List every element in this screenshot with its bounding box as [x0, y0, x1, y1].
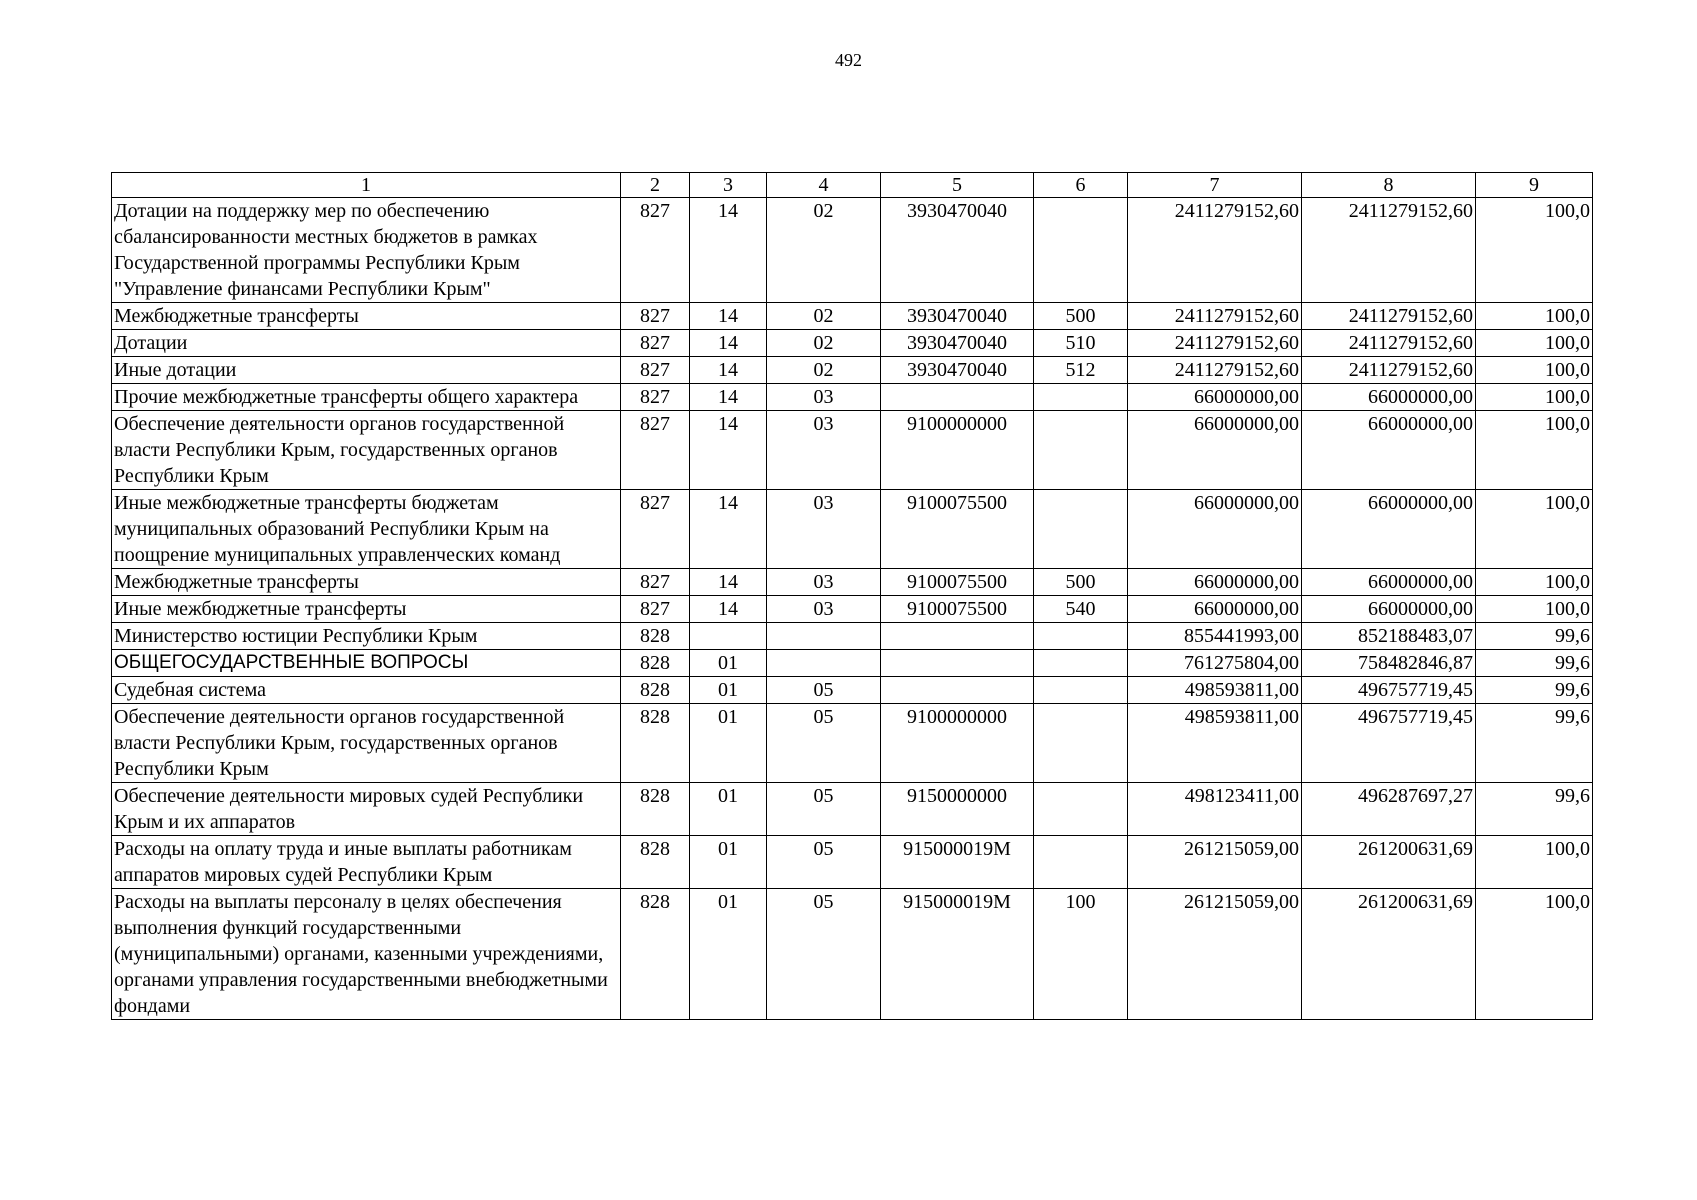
- cell-section: 14: [690, 330, 767, 357]
- cell-executed-amount: 2411279152,60: [1302, 198, 1476, 303]
- cell-planned-amount: 66000000,00: [1128, 384, 1302, 411]
- cell-section: 01: [690, 704, 767, 783]
- table-row: [112, 384, 1593, 411]
- cell-target-article: 915000019М: [881, 836, 1034, 889]
- cell-target-article: [881, 650, 1034, 677]
- col-header: 2: [621, 173, 690, 198]
- table-body: [112, 198, 1593, 1020]
- header-row: [112, 173, 1593, 198]
- cell-target-article: 9100075500: [881, 569, 1034, 596]
- col-header: 7: [1128, 173, 1302, 198]
- cell-section: 14: [690, 411, 767, 490]
- cell-subsection: 02: [767, 357, 881, 384]
- cell-planned-amount: 2411279152,60: [1128, 303, 1302, 330]
- col-header: 1: [112, 173, 621, 198]
- cell-ministry-code: 828: [621, 836, 690, 889]
- cell-percent: 100,0: [1476, 836, 1593, 889]
- cell-percent: 100,0: [1476, 198, 1593, 303]
- cell-planned-amount: 66000000,00: [1128, 490, 1302, 569]
- cell-expense-type: 510: [1034, 330, 1128, 357]
- cell-executed-amount: 66000000,00: [1302, 384, 1476, 411]
- cell-expense-type: [1034, 783, 1128, 836]
- row-name: Расходы на оплату труда и иные выплаты работникам аппаратов мировых судей Республики Крым: [112, 836, 621, 889]
- cell-subsection: 02: [767, 303, 881, 330]
- cell-expense-type: 540: [1034, 596, 1128, 623]
- cell-percent: 100,0: [1476, 596, 1593, 623]
- table-row: [112, 889, 1593, 1020]
- cell-section: 01: [690, 677, 767, 704]
- cell-section: 14: [690, 384, 767, 411]
- cell-ministry-code: 828: [621, 704, 690, 783]
- table-row: [112, 650, 1593, 677]
- cell-executed-amount: 66000000,00: [1302, 569, 1476, 596]
- cell-executed-amount: 261200631,69: [1302, 836, 1476, 889]
- cell-planned-amount: 66000000,00: [1128, 569, 1302, 596]
- cell-ministry-code: 828: [621, 623, 690, 650]
- col-header: 3: [690, 173, 767, 198]
- cell-subsection: [767, 623, 881, 650]
- cell-expense-type: 512: [1034, 357, 1128, 384]
- cell-section: [690, 623, 767, 650]
- row-name: Межбюджетные трансферты: [112, 569, 621, 596]
- row-name: Прочие межбюджетные трансферты общего характера: [112, 384, 621, 411]
- cell-executed-amount: 2411279152,60: [1302, 330, 1476, 357]
- cell-subsection: 03: [767, 490, 881, 569]
- table-row: [112, 330, 1593, 357]
- table-row: [112, 596, 1593, 623]
- cell-section: 14: [690, 303, 767, 330]
- cell-target-article: 3930470040: [881, 357, 1034, 384]
- cell-target-article: [881, 677, 1034, 704]
- cell-target-article: 3930470040: [881, 198, 1034, 303]
- cell-expense-type: 500: [1034, 303, 1128, 330]
- cell-section: 14: [690, 357, 767, 384]
- row-name: Межбюджетные трансферты: [112, 303, 621, 330]
- row-name: Обеспечение деятельности мировых судей Республики Крым и их аппаратов: [112, 783, 621, 836]
- cell-target-article: 9100075500: [881, 490, 1034, 569]
- cell-target-article: 9100075500: [881, 596, 1034, 623]
- cell-subsection: 05: [767, 836, 881, 889]
- table-row: [112, 490, 1593, 569]
- table-row: [112, 357, 1593, 384]
- cell-ministry-code: 827: [621, 330, 690, 357]
- cell-percent: 100,0: [1476, 490, 1593, 569]
- table-row: [112, 783, 1593, 836]
- budget-table: [111, 172, 1593, 1020]
- row-name: Иные межбюджетные трансферты бюджетам муниципальных образований Республики Крым на поощрение муниципальных управленческих команд: [112, 490, 621, 569]
- cell-section: 14: [690, 596, 767, 623]
- cell-planned-amount: 498593811,00: [1128, 704, 1302, 783]
- cell-expense-type: 100: [1034, 889, 1128, 1020]
- cell-planned-amount: 261215059,00: [1128, 836, 1302, 889]
- cell-executed-amount: 852188483,07: [1302, 623, 1476, 650]
- cell-ministry-code: 827: [621, 357, 690, 384]
- cell-ministry-code: 828: [621, 650, 690, 677]
- cell-expense-type: [1034, 411, 1128, 490]
- cell-subsection: 02: [767, 198, 881, 303]
- cell-executed-amount: 2411279152,60: [1302, 303, 1476, 330]
- table-row: [112, 704, 1593, 783]
- cell-executed-amount: 496757719,45: [1302, 677, 1476, 704]
- row-name: Судебная система: [112, 677, 621, 704]
- cell-planned-amount: 498123411,00: [1128, 783, 1302, 836]
- cell-ministry-code: 827: [621, 198, 690, 303]
- row-name: Дотации: [112, 330, 621, 357]
- cell-ministry-code: 827: [621, 303, 690, 330]
- cell-target-article: 9150000000: [881, 783, 1034, 836]
- cell-subsection: 03: [767, 569, 881, 596]
- cell-planned-amount: 2411279152,60: [1128, 198, 1302, 303]
- row-name: Обеспечение деятельности органов государственной власти Республики Крым, государственных органов Республики Крым: [112, 411, 621, 490]
- cell-executed-amount: 758482846,87: [1302, 650, 1476, 677]
- table-row: [112, 198, 1593, 303]
- cell-subsection: 03: [767, 411, 881, 490]
- table-row: [112, 411, 1593, 490]
- cell-percent: 99,6: [1476, 650, 1593, 677]
- cell-expense-type: [1034, 623, 1128, 650]
- col-header: 5: [881, 173, 1034, 198]
- cell-target-article: 9100000000: [881, 704, 1034, 783]
- cell-section: 14: [690, 198, 767, 303]
- cell-ministry-code: 828: [621, 677, 690, 704]
- cell-planned-amount: 2411279152,60: [1128, 330, 1302, 357]
- cell-planned-amount: 261215059,00: [1128, 889, 1302, 1020]
- col-header: 6: [1034, 173, 1128, 198]
- cell-ministry-code: 827: [621, 411, 690, 490]
- cell-expense-type: [1034, 704, 1128, 783]
- table-row: [112, 836, 1593, 889]
- cell-planned-amount: 66000000,00: [1128, 411, 1302, 490]
- col-header: 8: [1302, 173, 1476, 198]
- cell-expense-type: [1034, 677, 1128, 704]
- cell-percent: 100,0: [1476, 411, 1593, 490]
- cell-expense-type: [1034, 198, 1128, 303]
- cell-planned-amount: 2411279152,60: [1128, 357, 1302, 384]
- cell-target-article: 9100000000: [881, 411, 1034, 490]
- cell-planned-amount: 855441993,00: [1128, 623, 1302, 650]
- cell-section: 14: [690, 490, 767, 569]
- cell-ministry-code: 827: [621, 596, 690, 623]
- table-row: [112, 677, 1593, 704]
- cell-subsection: 05: [767, 704, 881, 783]
- table-row: [112, 303, 1593, 330]
- cell-percent: 100,0: [1476, 357, 1593, 384]
- cell-section: 01: [690, 783, 767, 836]
- row-name: Иные дотации: [112, 357, 621, 384]
- cell-executed-amount: 496287697,27: [1302, 783, 1476, 836]
- cell-subsection: 05: [767, 889, 881, 1020]
- cell-expense-type: [1034, 650, 1128, 677]
- cell-expense-type: [1034, 490, 1128, 569]
- cell-ministry-code: 827: [621, 490, 690, 569]
- cell-subsection: 03: [767, 596, 881, 623]
- cell-planned-amount: 498593811,00: [1128, 677, 1302, 704]
- cell-expense-type: 500: [1034, 569, 1128, 596]
- table-row: [112, 623, 1593, 650]
- row-name: Иные межбюджетные трансферты: [112, 596, 621, 623]
- cell-section: 01: [690, 836, 767, 889]
- cell-section: 01: [690, 889, 767, 1020]
- cell-planned-amount: 66000000,00: [1128, 596, 1302, 623]
- cell-ministry-code: 827: [621, 569, 690, 596]
- cell-executed-amount: 66000000,00: [1302, 490, 1476, 569]
- row-name: Обеспечение деятельности органов государственной власти Республики Крым, государственных органов Республики Крым: [112, 704, 621, 783]
- page-number: 492: [835, 50, 862, 70]
- row-name: Министерство юстиции Республики Крым: [112, 623, 621, 650]
- cell-percent: 99,6: [1476, 623, 1593, 650]
- cell-target-article: [881, 623, 1034, 650]
- cell-executed-amount: 496757719,45: [1302, 704, 1476, 783]
- cell-expense-type: [1034, 384, 1128, 411]
- cell-percent: 100,0: [1476, 889, 1593, 1020]
- cell-target-article: [881, 384, 1034, 411]
- row-name: Расходы на выплаты персоналу в целях обеспечения выполнения функций государственными (муниципальными) органами, казенными учреждениями, органами управления государственными внебюджетными фондами: [112, 889, 621, 1020]
- cell-percent: 100,0: [1476, 569, 1593, 596]
- cell-target-article: 3930470040: [881, 303, 1034, 330]
- cell-executed-amount: 2411279152,60: [1302, 357, 1476, 384]
- cell-section: 01: [690, 650, 767, 677]
- cell-subsection: 03: [767, 384, 881, 411]
- cell-subsection: 05: [767, 677, 881, 704]
- cell-percent: 100,0: [1476, 384, 1593, 411]
- cell-executed-amount: 261200631,69: [1302, 889, 1476, 1020]
- cell-ministry-code: 828: [621, 783, 690, 836]
- cell-executed-amount: 66000000,00: [1302, 596, 1476, 623]
- cell-target-article: 3930470040: [881, 330, 1034, 357]
- cell-target-article: 915000019М: [881, 889, 1034, 1020]
- cell-percent: 99,6: [1476, 704, 1593, 783]
- cell-ministry-code: 827: [621, 384, 690, 411]
- cell-ministry-code: 828: [621, 889, 690, 1020]
- cell-percent: 99,6: [1476, 783, 1593, 836]
- cell-subsection: 05: [767, 783, 881, 836]
- cell-percent: 100,0: [1476, 303, 1593, 330]
- row-name: ОБЩЕГОСУДАРСТВЕННЫЕ ВОПРОСЫ: [112, 650, 621, 677]
- cell-section: 14: [690, 569, 767, 596]
- col-header: 9: [1476, 173, 1593, 198]
- cell-expense-type: [1034, 836, 1128, 889]
- col-header: 4: [767, 173, 881, 198]
- cell-percent: 99,6: [1476, 677, 1593, 704]
- cell-planned-amount: 761275804,00: [1128, 650, 1302, 677]
- cell-executed-amount: 66000000,00: [1302, 411, 1476, 490]
- table-row: [112, 569, 1593, 596]
- cell-subsection: 02: [767, 330, 881, 357]
- cell-subsection: [767, 650, 881, 677]
- row-name: Дотации на поддержку мер по обеспечению сбалансированности местных бюджетов в рамках Государственной программы Республики Крым "Управление финансами Республики Крым": [112, 198, 621, 303]
- cell-percent: 100,0: [1476, 330, 1593, 357]
